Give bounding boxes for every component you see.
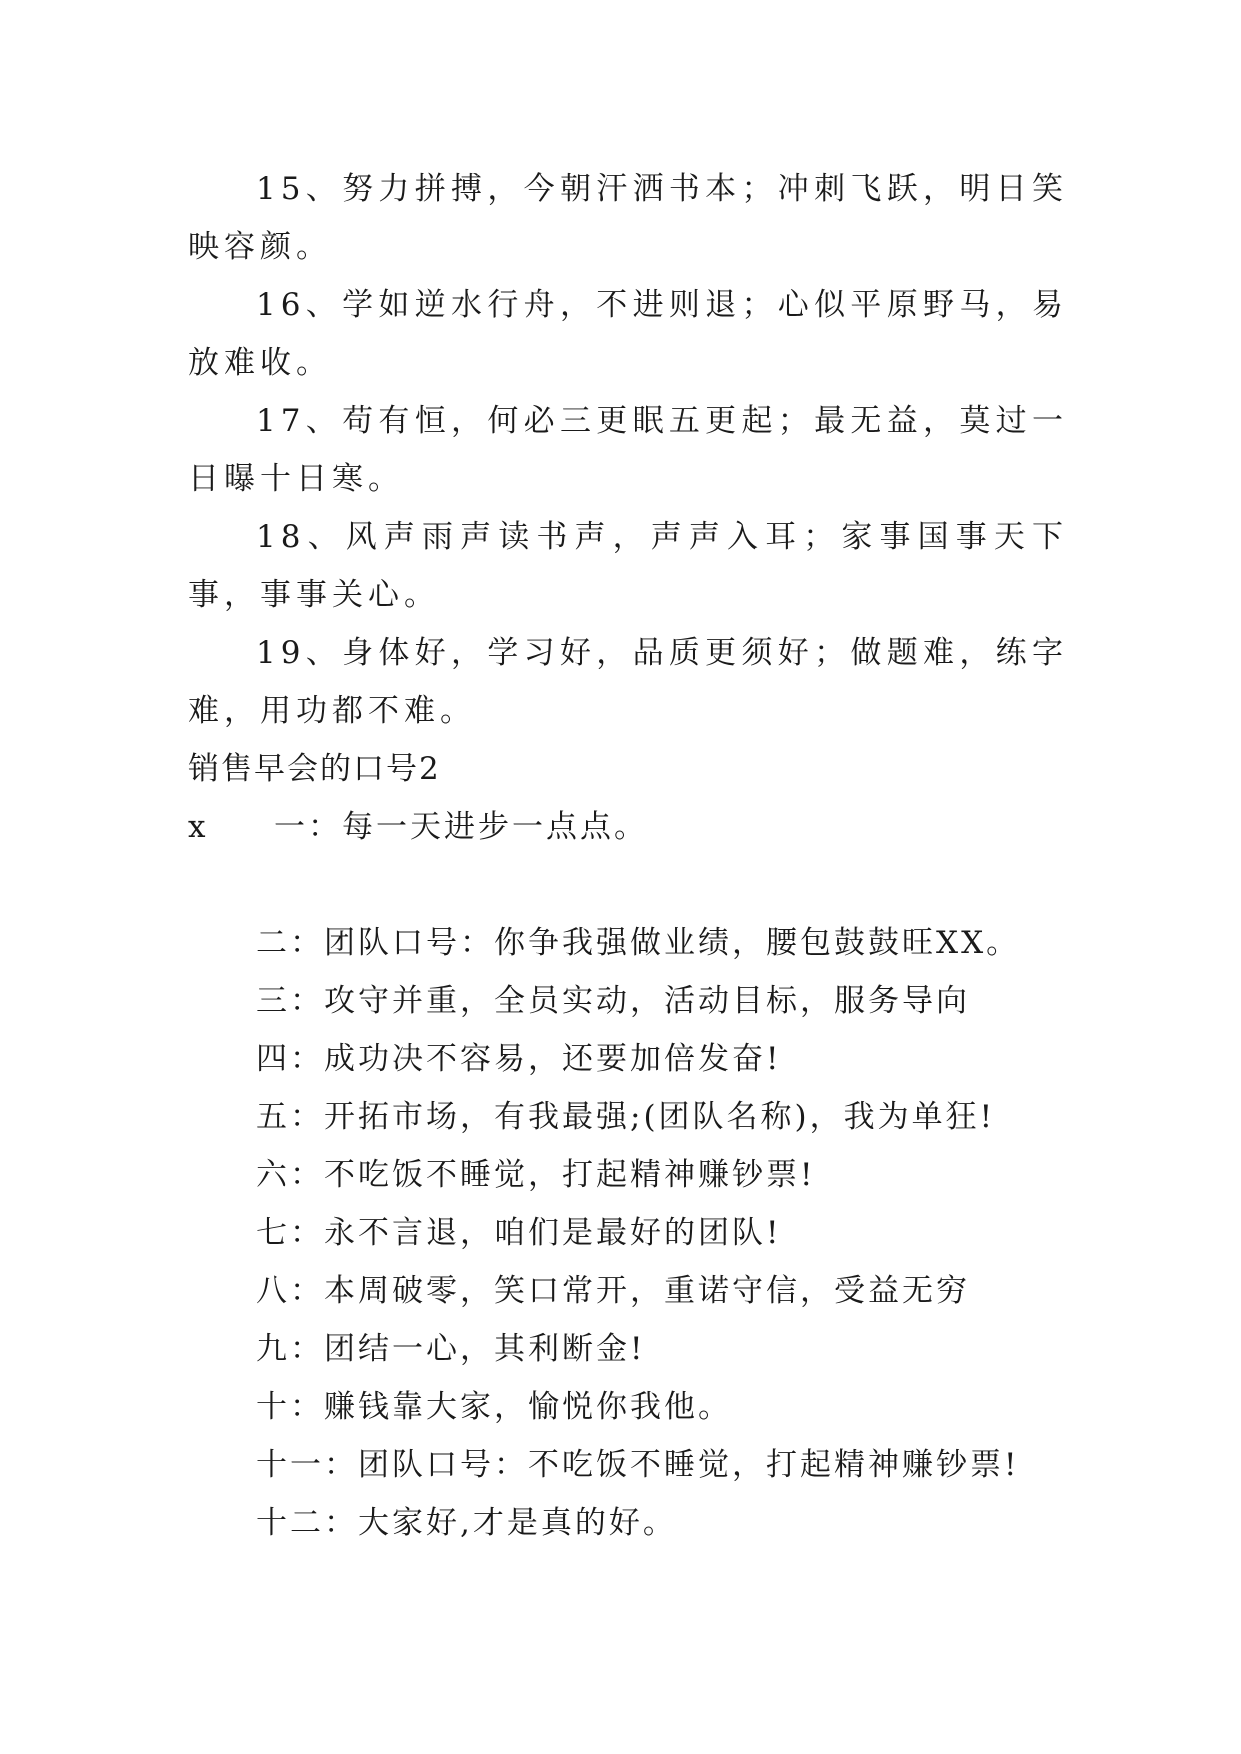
numbered-item-19: 19、身体好，学习好，品质更须好；做题难，练字难，用功都不难。	[188, 635, 1068, 729]
slogan-line-11: 十一：团队口号：不吃饭不睡觉，打起精神赚钞票!	[256, 1447, 1020, 1483]
blank-line	[188, 856, 1068, 914]
slogan-line-12: 十二：大家好,才是真的好。	[256, 1505, 677, 1541]
numbered-item-17: 17、苟有恒，何必三更眠五更起；最无益，莫过一日曝十日寒。	[188, 403, 1068, 497]
document-body	[188, 160, 1068, 1552]
first-slogan-text: 一：每一天进步一点点。	[274, 809, 648, 845]
slogan-line-8: 八：本周破零，笑口常开，重诺守信，受益无穷	[256, 1273, 970, 1309]
section-heading: 销售早会的口号2	[188, 751, 441, 787]
numbered-item-16: 16、学如逆水行舟，不进则退；心似平原野马，易放难收。	[188, 287, 1068, 381]
slogan-line-4: 四：成功决不容易，还要加倍发奋!	[256, 1041, 782, 1077]
first-slogan-marker: x	[188, 809, 206, 845]
numbered-item-15: 15、努力拼搏，今朝汗洒书本；冲刺飞跃，明日笑映容颜。	[188, 171, 1068, 265]
slogan-line-9: 九：团结一心，其利断金!	[256, 1331, 646, 1367]
slogan-line-3: 三：攻守并重，全员实动，活动目标，服务导向	[256, 983, 970, 1019]
slogan-line-5: 五：开拓市场，有我最强;(团队名称)，我为单狂!	[256, 1099, 996, 1135]
numbered-item-18: 18、风声雨声读书声，声声入耳；家事国事天下事，事事关心。	[188, 519, 1068, 613]
slogan-line-7: 七：永不言退，咱们是最好的团队!	[256, 1215, 782, 1251]
slogan-line-2: 二：团队口号：你争我强做业绩，腰包鼓鼓旺XX。	[256, 925, 1021, 961]
first-slogan-line	[188, 798, 1068, 856]
slogan-line-6: 六：不吃饭不睡觉，打起精神赚钞票!	[256, 1157, 816, 1193]
slogan-line-10: 十：赚钱靠大家，愉悦你我他。	[256, 1389, 732, 1425]
